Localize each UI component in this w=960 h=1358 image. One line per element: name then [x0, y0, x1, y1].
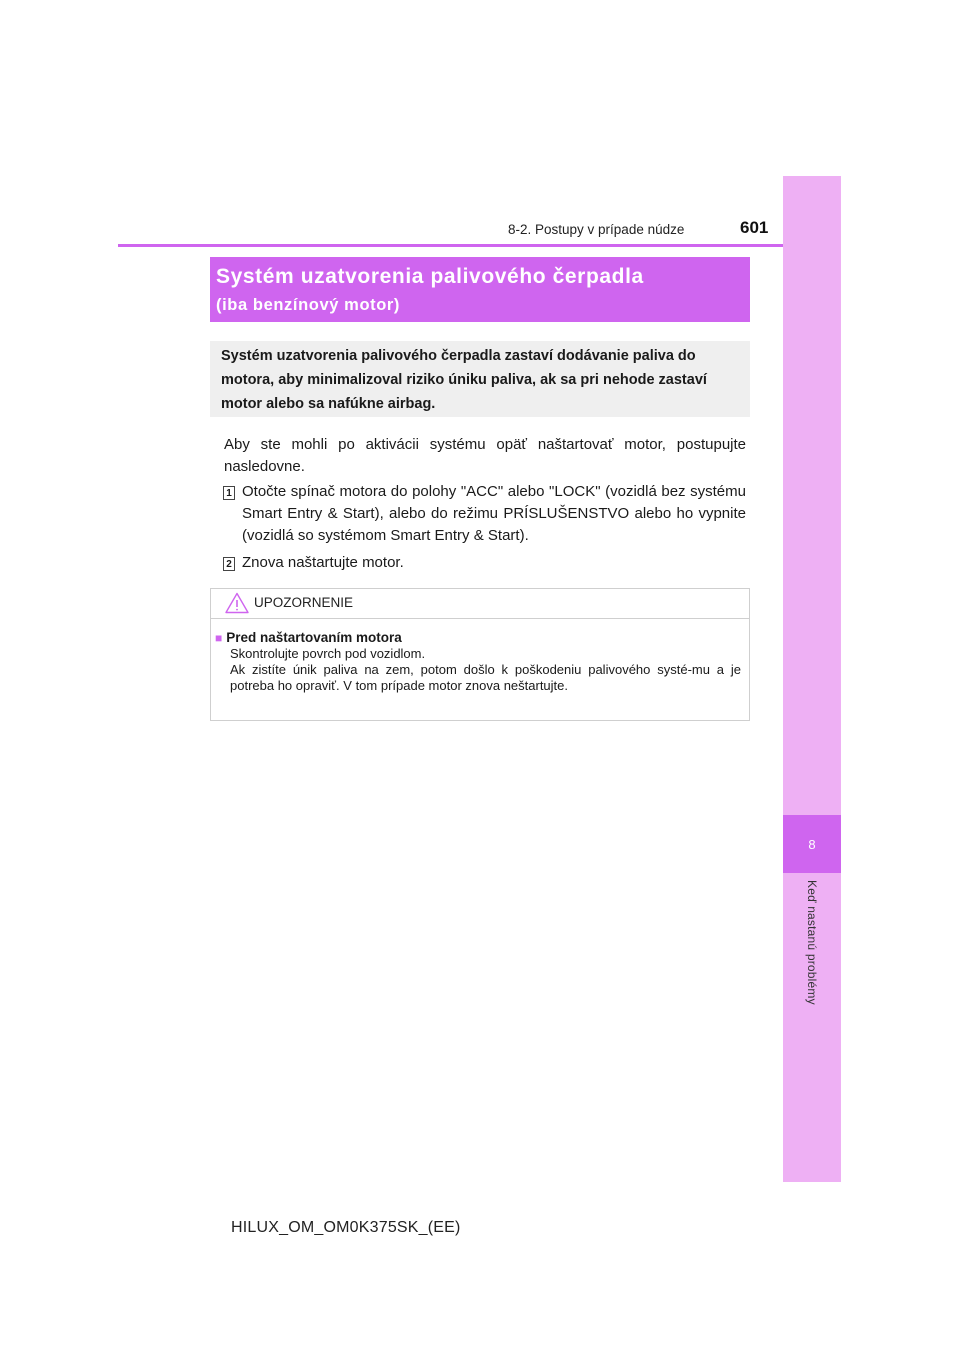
warning-line-1: Skontrolujte povrch pod vozidlom.	[230, 646, 426, 661]
warning-header	[211, 589, 749, 619]
step-1-badge: 1	[223, 486, 235, 500]
topic-title-box	[210, 257, 750, 322]
section-title: 8-2. Postupy v prípade núdze	[508, 222, 685, 237]
topic-title: Systém uzatvorenia palivového čerpadla	[216, 265, 644, 288]
intro-summary: Systém uzatvorenia palivového čerpadla zastaví dodávanie paliva do motora, aby minimalizoval riziko úniku paliva, ak sa pri nehode zastaví motor alebo sa nafúkne airbag.	[210, 341, 750, 417]
chapter-number: 8	[783, 815, 841, 873]
warning-body	[215, 630, 741, 694]
step-2-badge: 2	[223, 557, 235, 571]
topic-subtitle: (iba benzínový motor)	[216, 296, 401, 314]
step-2-text: Znova naštartujte motor.	[242, 554, 404, 571]
body-paragraph: Aby ste mohli po aktivácii systému opäť naštartovať motor, postupujte nasledovne.	[224, 436, 746, 475]
step-1-text: Otočte spínač motora do polohy "ACC" alebo "LOCK" (vozidlá bez systému Smart Entry & Start), alebo do režimu PRÍSLUŠENSTVO alebo ho vypnite (vozidlá so systémom Smart Entry & Start).	[242, 483, 746, 544]
chapter-title: Keď nastanú problémy	[805, 880, 819, 1005]
warning-box	[210, 588, 750, 721]
warning-triangle-icon	[225, 592, 249, 614]
warning-subtitle-row	[215, 630, 741, 646]
chapter-side-tab	[783, 176, 841, 1182]
document-code-footer: HILUX_OM_OM0K375SK_(EE)	[231, 1219, 461, 1236]
warning-subtitle: Pred naštartovaním motora	[226, 630, 402, 645]
bullet-square-icon: ■	[215, 631, 223, 645]
header-divider	[118, 244, 783, 247]
warning-title: UPOZORNENIE	[254, 595, 354, 610]
page-number: 601	[740, 218, 769, 237]
warning-line-2: Ak zistíte únik paliva na zem, potom došlo k poškodeniu palivového systé-mu a je potreba ho opraviť. V tom prípade motor znova neštartujte.	[230, 662, 741, 693]
